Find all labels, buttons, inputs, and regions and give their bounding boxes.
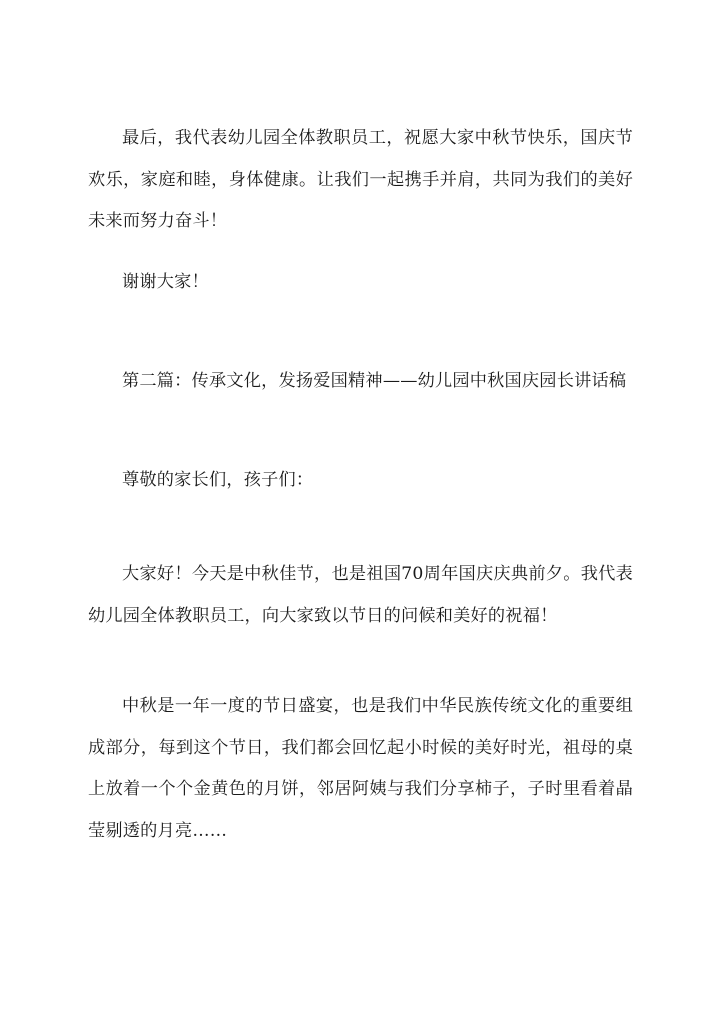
salutation-paragraph: 尊敬的家长们，孩子们： — [122, 470, 314, 490]
mid-autumn-paragraph: 中秋是一年一度的节日盛宴，也是我们中华民族传统文化的重要组成部分，每到这个节日，我们都会回忆起小时候的美好时光，祖母的桌上放着一个个金黄色的月饼，邻居阿姨与我们分享柿子，子时里看着晶莹剔透的月亮…… — [88, 696, 633, 841]
thanks-paragraph: 谢谢大家！ — [122, 272, 209, 292]
section-title: 第二篇：传承文化，发扬爱国精神——幼儿园中秋国庆园长讲话稿 — [122, 371, 627, 391]
closing-paragraph: 最后，我代表幼儿园全体教职员工，祝愿大家中秋节快乐，国庆节欢乐，家庭和睦，身体健康。让我们一起携手并肩，共同为我们的美好未来而努力奋斗！ — [88, 128, 633, 231]
greeting-paragraph: 大家好！今天是中秋佳节，也是祖国70周年国庆庆典前夕。我代表幼儿园全体教职员工，向大家致以节日的问候和美好的祝福！ — [88, 564, 633, 626]
